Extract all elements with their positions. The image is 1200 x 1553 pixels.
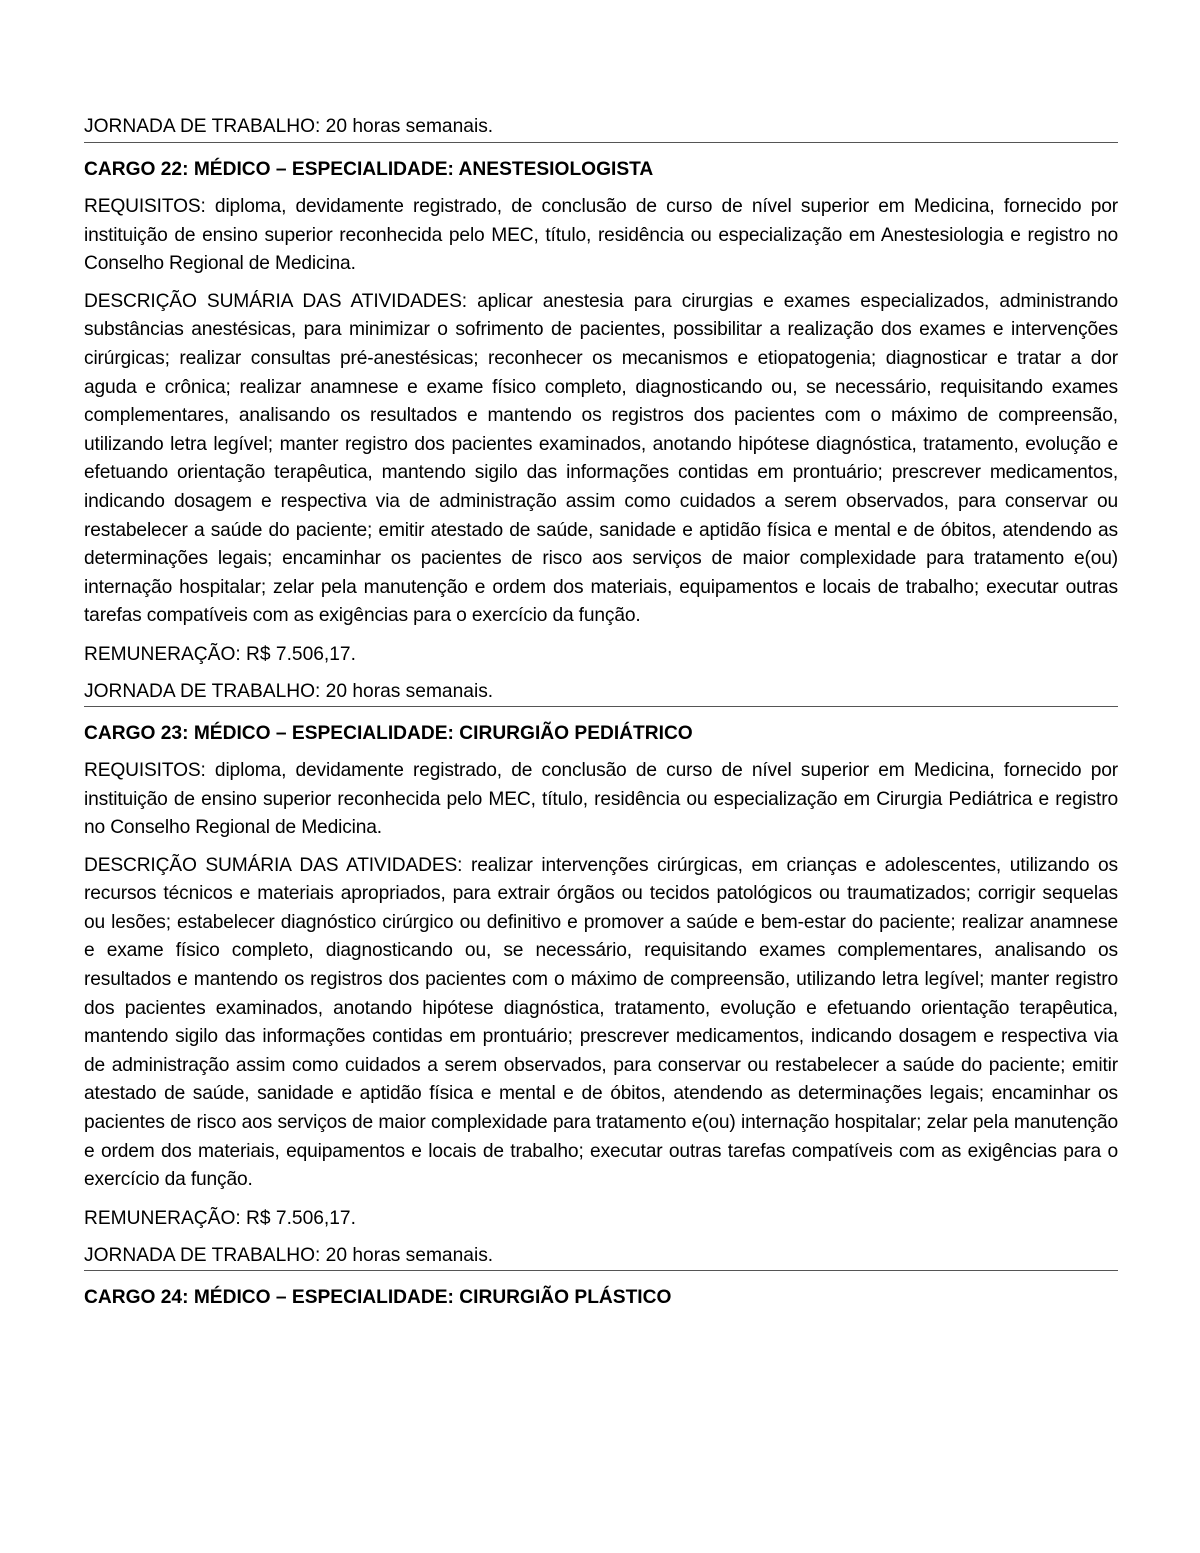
remuneracao-line: REMUNERAÇÃO: R$ 7.506,17.	[84, 643, 356, 665]
document-page	[84, 108, 1118, 1312]
cargo-title: CARGO 22: MÉDICO – ESPECIALIDADE: ANESTESIOLOGISTA	[84, 159, 654, 180]
requisitos-paragraph: REQUISITOS: diploma, devidamente registrado, de conclusão de curso de nível superior em Medicina, fornecido por instituição de ensino superior reconhecida pelo MEC, título, residência ou especialização em Anestesiologia e registro no Conselho Regional de Medicina.	[84, 196, 1118, 275]
jornada-line: JORNADA DE TRABALHO: 20 horas semanais.	[84, 677, 1118, 707]
cargo-title: CARGO 23: MÉDICO – ESPECIALIDADE: CIRURGIÃO PEDIÁTRICO	[84, 722, 693, 744]
requisitos-paragraph: REQUISITOS: diploma, devidamente registrado, de conclusão de curso de nível superior em Medicina, fornecido por instituição de ensino superior reconhecida pelo MEC, título, residência ou especialização em Cirurgia Pediátrica e registro no Conselho Regional de Medicina.	[84, 759, 1118, 839]
descricao-paragraph: DESCRIÇÃO SUMÁRIA DAS ATIVIDADES: realizar intervenções cirúrgicas, em crianças e adolescentes, utilizando os recursos técnicos e materiais apropriados, para extrair órgãos ou tecidos patológicos ou traumatizados; corrigir sequelas ou lesões; estabelecer diagnóstico cirúrgico ou definitivo e promover a saúde e bem-estar do paciente; realizar anamnese e exame físico completo, diagnosticando ou, se necessário, requisitando exames complementares, analisando os resultados e mantendo os registros dos pacientes com o máximo de compreensão, utilizando letra legível; manter registro dos pacientes examinados, anotando hipótese diagnóstica, tratamento, evolução e efetuando orientação terapêutica, mantendo sigilo das informações contidas em prontuário; prescrever medicamentos, indicando dosagem e respectiva via de administração assim como cuidados a serem observados, para conservar ou restabelecer a saúde do paciente; emitir atestado de saúde, sanidade e aptidão física e mental e de óbitos, atendendo as determinações legais; encaminhar os pacientes de risco aos serviços de maior complexidade para tratamento e(ou) internação hospitalar; zelar pela manutenção e ordem dos materiais, equipamentos e locais de trabalho; executar outras tarefas compatíveis com as exigências para o exercício da função.	[84, 854, 1118, 1191]
section-cargo-22	[84, 155, 1118, 707]
jornada-line: JORNADA DE TRABALHO: 20 horas semanais.	[84, 1241, 1118, 1271]
remuneracao-line: REMUNERAÇÃO: R$ 7.506,17.	[84, 1207, 356, 1229]
descricao-paragraph: DESCRIÇÃO SUMÁRIA DAS ATIVIDADES: aplicar anestesia para cirurgias e exames especializados, administrando substâncias anestésicas, para minimizar o sofrimento de pacientes, possibilitar a realização dos exames e intervenções cirúrgicas; realizar consultas pré-anestésicas; reconhecer os mecanismos e etiopatogenia; diagnosticar e tratar a dor aguda e crônica; realizar anamnese e exame físico completo, diagnosticando ou, se necessário, requisitando exames complementares, analisando os resultados e mantendo os registros dos pacientes com o máximo de compreensão, utilizando letra legível; manter registro dos pacientes examinados, anotando hipótese diagnóstica, tratamento, evolução e efetuando orientação terapêutica, mantendo sigilo das informações contidas em prontuário; prescrever medicamentos, indicando dosagem e respectiva via de administração assim como cuidados a serem observados, para conservar ou restabelecer a saúde do paciente; emitir atestado de saúde, sanidade e aptidão física e mental e de óbitos, atendendo as determinações legais; encaminhar os pacientes de risco aos serviços de maior complexidade para tratamento e(ou) internação hospitalar; zelar pela manutenção e ordem dos materiais, equipamentos e locais de trabalho; executar outras tarefas compatíveis com as exigências para o exercício da função.	[84, 290, 1118, 627]
section-cargo-23	[84, 719, 1118, 1271]
top-jornada: JORNADA DE TRABALHO: 20 horas semanais.	[84, 112, 1118, 143]
cargo-title-24: CARGO 24: MÉDICO – ESPECIALIDADE: CIRURGIÃO PLÁSTICO	[84, 1286, 672, 1308]
